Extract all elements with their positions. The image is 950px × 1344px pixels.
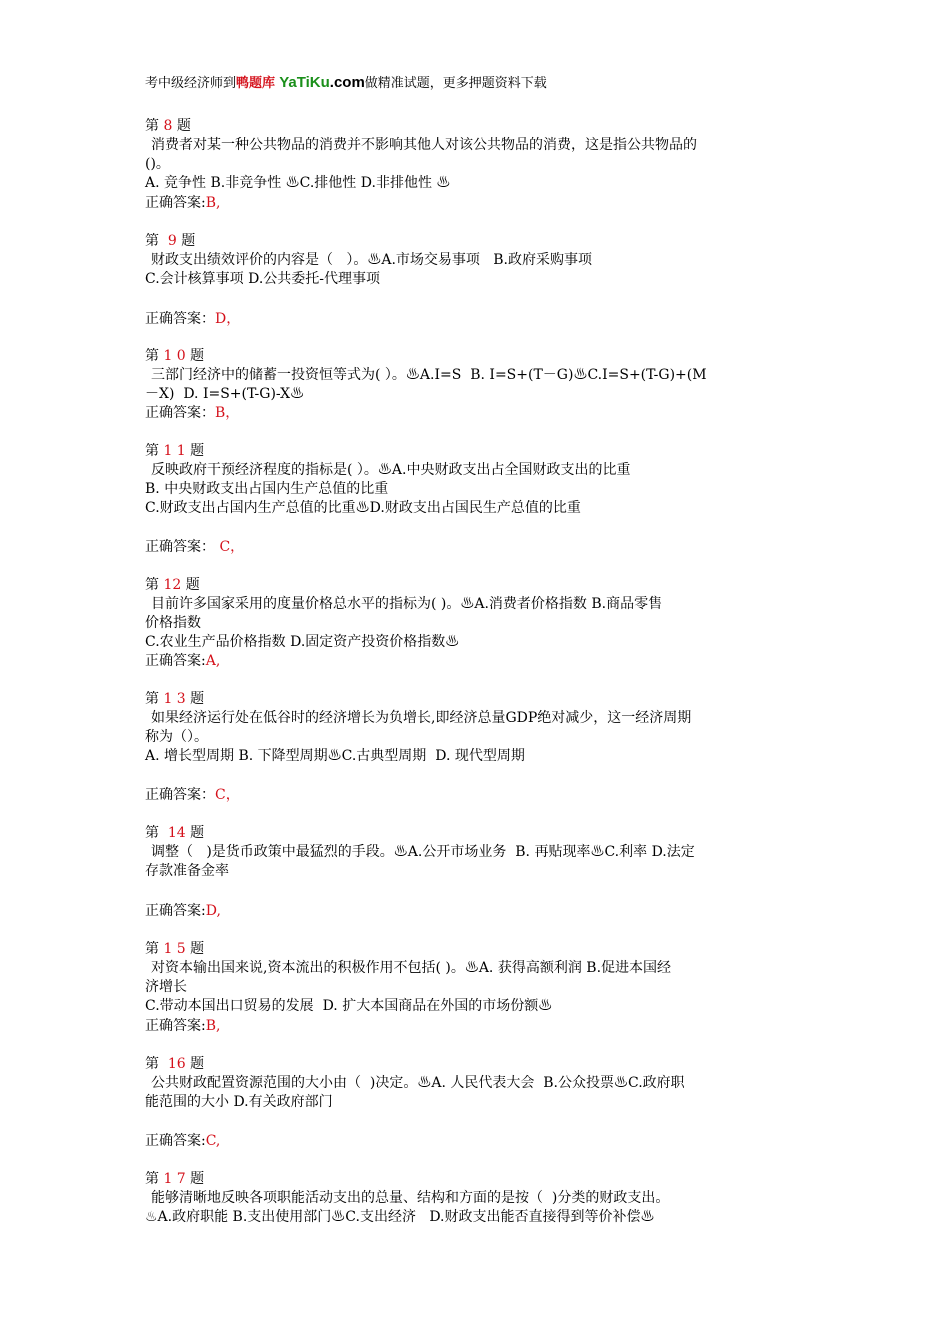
question-index: 1 7 [159, 1171, 191, 1187]
question-text-line: A. 增长型周期 B. 下降型周期♨C.古典型周期 D. 现代型周期 [145, 748, 525, 764]
question-label: 第 [145, 443, 159, 459]
answer-value: C， [215, 787, 240, 803]
question-text-line: 能够清晰地反映各项职能活动支出的总量、结构和方面的是按（ )分类的财政支出。 [151, 1190, 670, 1206]
question-label-tail: 题 [181, 233, 196, 249]
brand-name-cn[interactable]: 鸭题库 [236, 76, 276, 91]
question-number [145, 347, 815, 366]
answer-value: D, [205, 903, 221, 919]
question-block [145, 232, 815, 289]
question-label: 第 [145, 577, 159, 593]
answer-value: C, [205, 1133, 221, 1149]
answer-value: A, [205, 653, 221, 669]
question-label: 第 [145, 1171, 159, 1187]
answer-label: 正确答案: [145, 1133, 206, 1149]
question-label-tail: 题 [190, 443, 205, 459]
answer-label: 正确答案: [145, 653, 206, 669]
answer-label: 正确答案: [145, 195, 206, 211]
brand-name-en[interactable]: YaTiKu [275, 74, 330, 91]
question-text-line: 济增长 [145, 979, 187, 995]
question-text-line: ()。 [145, 156, 170, 172]
question-number [145, 117, 815, 136]
question-text-line: 调整（ )是货币政策中最猛烈的手段。♨A.公开市场业务 B. 再贴现率♨C.利率 D.法定 [151, 844, 695, 860]
question-block [145, 576, 815, 652]
correct-answer [145, 194, 220, 213]
question-text-line: C.会计核算事项 D.公共委托-代理事项 [145, 271, 381, 287]
question-number [145, 1055, 815, 1074]
question-number [145, 576, 815, 595]
question-text-line: 对资本输出国来说,资本流出的积极作用不包括( )。♨A. 获得高额利润 B.促进本国经 [151, 960, 672, 976]
question-text-line: B. 中央财政支出占国内生产总值的比重 [145, 481, 389, 497]
answer-label: 正确答案: [145, 903, 206, 919]
question-label-tail: 题 [185, 577, 200, 593]
correct-answer [145, 652, 220, 671]
question-index: 8 [159, 118, 177, 134]
answer-label: 正确答案： [145, 311, 215, 327]
question-index: 16 [159, 1056, 191, 1072]
question-label-tail: 题 [190, 348, 205, 364]
answer-value: B， [215, 405, 240, 421]
question-text-line: 如果经济运行处在低谷时的经济增长为负增长,即经济总量GDP绝对减少，这一经济周期 [151, 710, 692, 726]
question-text-line: 存款准备金率 [145, 863, 229, 879]
question-index: 14 [159, 825, 191, 841]
question-block [145, 1170, 815, 1227]
answer-value: B, [205, 1018, 221, 1034]
question-label: 第 [145, 1056, 159, 1072]
correct-answer [145, 786, 240, 805]
question-number [145, 940, 815, 959]
header-suffix: 做精准试题，更多押题资料下载 [364, 76, 547, 91]
header-prefix: 考中级经济师到 [145, 76, 237, 91]
question-text-line: 反映政府干预经济程度的指标是( ）。♨A.中央财政支出占全国财政支出的比重 [151, 462, 631, 478]
question-block [145, 442, 815, 518]
question-index: 1 5 [159, 941, 191, 957]
correct-answer [145, 404, 239, 423]
question-label: 第 [145, 691, 159, 707]
question-index: 1 3 [159, 691, 191, 707]
question-number [145, 232, 815, 251]
answer-label: 正确答案： [145, 405, 215, 421]
question-index: 1 0 [159, 348, 191, 364]
question-label: 第 [145, 118, 159, 134]
question-text-line: C.财政支出占国内生产总值的比重♨D.财政支出占国民生产总值的比重 [145, 500, 581, 516]
page-header [145, 72, 547, 91]
correct-answer [145, 1017, 220, 1036]
question-number [145, 442, 815, 461]
question-text-line: 消费者对某一种公共物品的消费并不影响其他人对该公共物品的消费，这是指公共物品的 [151, 137, 697, 153]
answer-value: D， [215, 311, 241, 327]
question-index: 12 [159, 577, 186, 593]
question-text-line: 称为（）。 [145, 729, 208, 745]
question-text-line: 财政支出绩效评价的内容是（ ）。♨A.市场交易事项 B.政府采购事项 [151, 252, 592, 268]
correct-answer [145, 310, 240, 329]
answer-value: C， [215, 539, 245, 555]
brand-domain[interactable]: .com [329, 74, 365, 91]
question-text-line: ♨A.政府职能 B.支出使用部门♨C.支出经济 D.财政支出能否直接得到等价补偿♨ [145, 1209, 655, 1225]
question-label-tail: 题 [176, 118, 191, 134]
question-text-line: C.带动本国出口贸易的发展 D. 扩大本国商品在外国的市场份额♨ [145, 998, 553, 1014]
question-index: 1 1 [159, 443, 191, 459]
question-block [145, 690, 815, 766]
question-text-line: 价格指数 [145, 615, 201, 631]
question-index: 9 [159, 233, 182, 249]
question-label: 第 [145, 825, 159, 841]
question-number [145, 690, 815, 709]
answer-value: B, [205, 195, 221, 211]
answer-label: 正确答案： [145, 539, 215, 555]
question-text-line: －X) D. I=S+(T-G)-X♨ [145, 386, 305, 402]
question-text-line: A. 竞争性 B.非竞争性 ♨C.排他性 D.非排他性 ♨ [145, 175, 451, 191]
question-label-tail: 题 [190, 691, 205, 707]
question-block [145, 117, 815, 193]
question-number [145, 1170, 815, 1189]
question-label-tail: 题 [190, 1171, 205, 1187]
question-text-line: 三部门经济中的储蓄一投资恒等式为( ）。♨A.I=S B. I=S+(T－G)♨C.I=S+(T-G)+(M [151, 367, 707, 383]
question-block [145, 824, 815, 881]
question-label: 第 [145, 941, 159, 957]
question-label-tail: 题 [190, 825, 205, 841]
question-label: 第 [145, 233, 159, 249]
question-label-tail: 题 [190, 1056, 205, 1072]
question-block [145, 347, 815, 404]
answer-label: 正确答案： [145, 787, 215, 803]
correct-answer [145, 902, 221, 921]
question-text-line: C.农业生产品价格指数 D.固定资产投资价格指数♨ [145, 634, 460, 650]
question-number [145, 824, 815, 843]
correct-answer [145, 1132, 220, 1151]
question-block [145, 940, 815, 1016]
question-text-line: 目前许多国家采用的度量价格总水平的指标为( )。♨A.消费者价格指数 B.商品零售 [151, 596, 663, 612]
question-text-line: 公共财政配置资源范围的大小由（ )决定。♨A. 人民代表大会 B.公众投票♨C.政府职 [151, 1075, 685, 1091]
question-block [145, 1055, 815, 1112]
question-text-line: 能范围的大小 D.有关政府部门 [145, 1094, 333, 1110]
question-label-tail: 题 [190, 941, 205, 957]
question-label: 第 [145, 348, 159, 364]
correct-answer [145, 538, 244, 557]
answer-label: 正确答案: [145, 1018, 206, 1034]
